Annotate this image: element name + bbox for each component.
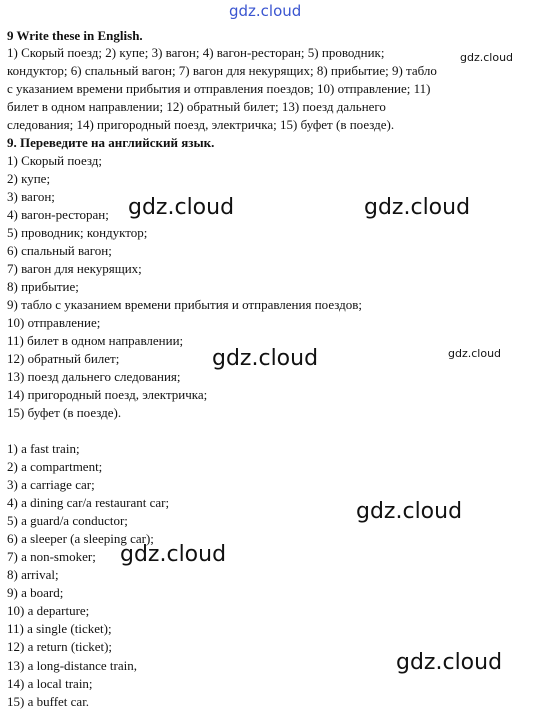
watermark: gdz.cloud <box>460 51 514 64</box>
ru-item: 13) поезд дальнего следования; <box>7 369 181 384</box>
watermark: gdz.cloud <box>212 346 319 371</box>
ru-heading: 9. Переведите на английский язык. <box>7 135 215 150</box>
ru-item: 2) купе; <box>7 171 51 186</box>
ru-item: 3) вагон; <box>7 189 55 204</box>
en-item: 12) a return (ticket); <box>7 639 113 654</box>
ru-item: 7) вагон для некурящих; <box>7 261 142 276</box>
watermark: gdz.cloud <box>128 195 235 220</box>
watermark: gdz.cloud <box>364 195 471 220</box>
ru-item: 12) обратный билет; <box>7 351 120 366</box>
watermark: gdz.cloud <box>396 650 503 675</box>
watermark: gdz.cloud <box>448 347 502 360</box>
en-item: 5) a guard/a conductor; <box>7 513 128 528</box>
en-item: 10) a departure; <box>7 603 90 618</box>
task-text-line: 1) Скорый поезд; 2) купе; 3) вагон; 4) вагон-ресторан; 5) проводник; <box>7 45 385 60</box>
ru-item: 15) буфет (в поезде). <box>7 405 122 420</box>
en-item: 13) a long-distance train, <box>7 658 137 673</box>
en-item: 8) arrival; <box>7 567 59 582</box>
en-item: 7) a non-smoker; <box>7 549 96 564</box>
ru-item: 4) вагон-ресторан; <box>7 207 109 222</box>
task-title: 9 Write these in English. <box>7 28 143 43</box>
en-item: 15) a buffet car. <box>7 694 90 709</box>
watermark: gdz.cloud <box>229 2 302 20</box>
ru-item: 5) проводник; кондуктор; <box>7 225 148 240</box>
en-item: 11) a single (ticket); <box>7 621 112 636</box>
en-item: 9) a board; <box>7 585 64 600</box>
en-item: 4) a dining car/a restaurant car; <box>7 495 170 510</box>
ru-item: 10) отправление; <box>7 315 101 330</box>
en-item: 14) a local train; <box>7 676 93 691</box>
task-text-line: с указанием времени прибытия и отправления поездов; 10) отправление; 11) <box>7 81 431 96</box>
ru-item: 11) билет в одном направлении; <box>7 333 184 348</box>
task-text-line: кондуктор; 6) спальный вагон; 7) вагон для некурящих; 8) прибытие; 9) табло <box>7 63 437 78</box>
task-text-line: следования; 14) пригородный поезд, электричка; 15) буфет (в поезде). <box>7 117 395 132</box>
en-item: 3) a carriage car; <box>7 477 95 492</box>
en-item: 6) a sleeper (a sleeping car); <box>7 531 154 546</box>
ru-item: 8) прибытие; <box>7 279 79 294</box>
ru-item: 14) пригородный поезд, электричка; <box>7 387 208 402</box>
en-item: 2) a compartment; <box>7 459 103 474</box>
ru-item: 1) Скорый поезд; <box>7 153 103 168</box>
task-text-line: билет в одном направлении; 12) обратный билет; 13) поезд дальнего <box>7 99 386 114</box>
ru-item: 9) табло с указанием времени прибытия и отправления поездов; <box>7 297 363 312</box>
watermark: gdz.cloud <box>120 542 227 567</box>
ru-item: 6) спальный вагон; <box>7 243 112 258</box>
en-item: 1) a fast train; <box>7 441 80 456</box>
watermark: gdz.cloud <box>356 499 463 524</box>
